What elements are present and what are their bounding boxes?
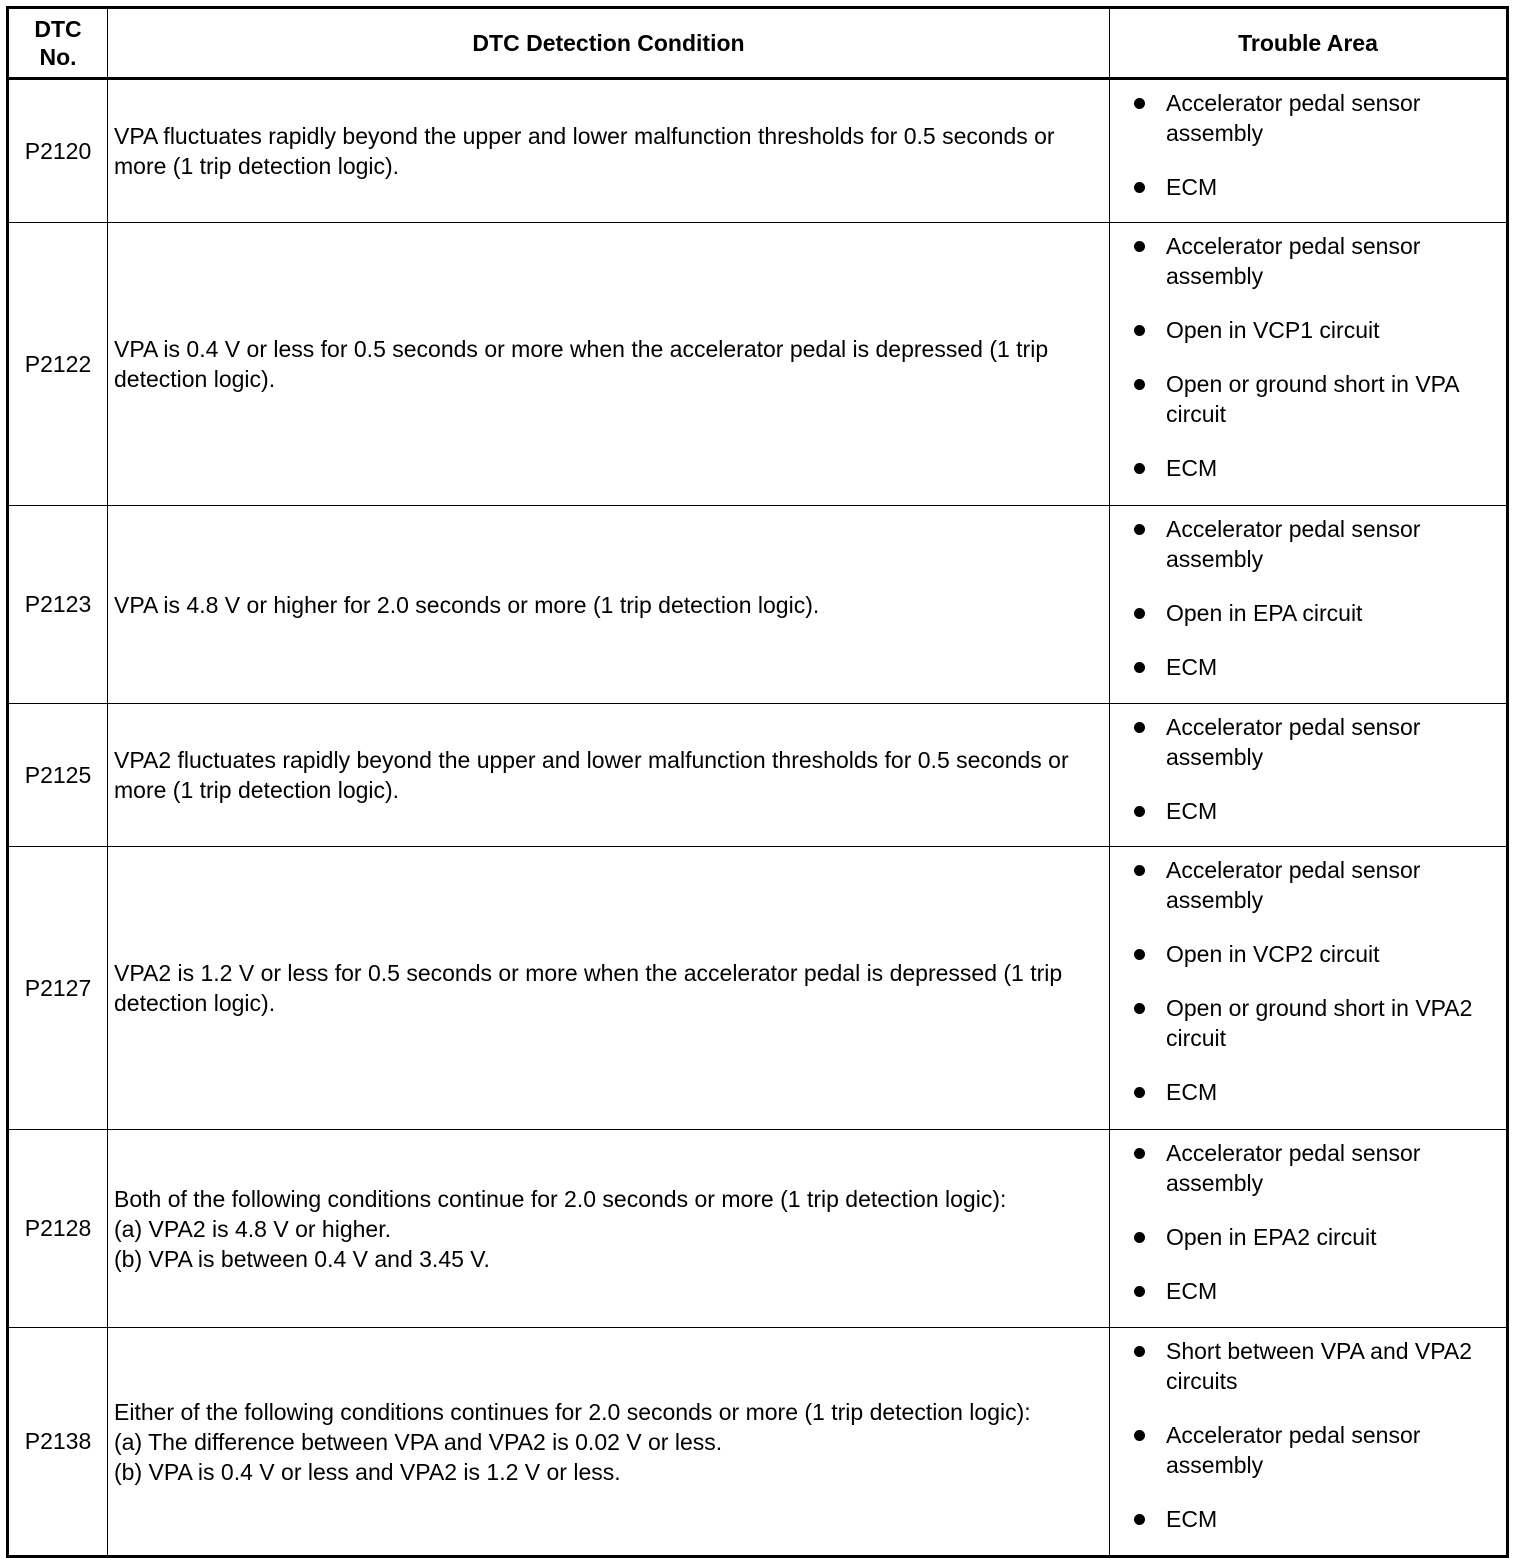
dtc-condition [108, 704, 1110, 847]
trouble-area-cell [1110, 79, 1508, 223]
condition-line: VPA is 0.4 V or less for 0.5 seconds or more when the accelerator pedal is depressed (1 trip detection logic). [114, 336, 1049, 392]
dtc-condition [108, 79, 1110, 223]
trouble-area-item [1110, 598, 1496, 628]
trouble-area-item [1110, 1336, 1496, 1396]
table-header [8, 8, 1508, 79]
trouble-area-item [1110, 1077, 1496, 1107]
condition-line: (b) VPA is 0.4 V or less and VPA2 is 1.2 V or less. [114, 1458, 621, 1485]
dtc-condition [108, 506, 1110, 704]
trouble-area-item [1110, 514, 1496, 574]
header-trouble-area: Trouble Area [1110, 8, 1508, 79]
bullet-icon [1134, 1430, 1145, 1441]
trouble-area-list [1110, 88, 1496, 202]
trouble-area-text: Accelerator pedal sensor assembly [1166, 516, 1421, 572]
trouble-area-item [1110, 796, 1496, 826]
bullet-icon [1134, 325, 1145, 336]
trouble-area-list [1110, 712, 1496, 826]
trouble-area-list [1110, 231, 1496, 483]
trouble-area-item [1110, 652, 1496, 682]
trouble-area-text: ECM [1166, 1506, 1218, 1532]
trouble-area-cell [1110, 1130, 1508, 1328]
trouble-area-text: Open in EPA circuit [1166, 600, 1363, 626]
dtc-condition [108, 1130, 1110, 1328]
bullet-icon [1134, 1087, 1145, 1098]
trouble-area-item [1110, 172, 1496, 202]
trouble-area-text: Accelerator pedal sensor assembly [1166, 1422, 1421, 1478]
trouble-area-item [1110, 315, 1496, 345]
bullet-icon [1134, 608, 1145, 619]
trouble-area-text: Open in VCP1 circuit [1166, 317, 1380, 343]
bullet-icon [1134, 98, 1145, 109]
trouble-area-item [1110, 712, 1496, 772]
bullet-icon [1134, 1232, 1145, 1243]
trouble-area-text: ECM [1166, 1278, 1218, 1304]
table-row [8, 79, 1508, 223]
table-row [8, 847, 1508, 1130]
dtc-code: P2122 [8, 223, 108, 506]
header-row [8, 8, 1508, 79]
trouble-area-text: Accelerator pedal sensor assembly [1166, 714, 1421, 770]
trouble-area-item [1110, 369, 1496, 429]
bullet-icon [1134, 241, 1145, 252]
bullet-icon [1134, 1514, 1145, 1525]
trouble-area-item [1110, 993, 1496, 1053]
header-condition: DTC Detection Condition [108, 8, 1110, 79]
condition-line: VPA fluctuates rapidly beyond the upper and lower malfunction thresholds for 0.5 seconds or more (1 trip detection logic). [114, 123, 1055, 179]
bullet-icon [1134, 865, 1145, 876]
bullet-icon [1134, 379, 1145, 390]
trouble-area-text: Short between VPA and VPA2 circuits [1166, 1338, 1473, 1394]
condition-line: (b) VPA is between 0.4 V and 3.45 V. [114, 1245, 490, 1272]
bullet-icon [1134, 722, 1145, 733]
table-row [8, 506, 1508, 704]
header-dtc-no-line2: No. [39, 44, 77, 70]
trouble-area-text: ECM [1166, 1079, 1218, 1105]
dtc-code: P2128 [8, 1130, 108, 1328]
trouble-area-cell [1110, 1328, 1508, 1557]
dtc-code: P2127 [8, 847, 108, 1130]
trouble-area-list [1110, 1138, 1496, 1306]
bullet-icon [1134, 662, 1145, 673]
dtc-code: P2138 [8, 1328, 108, 1557]
trouble-area-cell [1110, 847, 1508, 1130]
bullet-icon [1134, 182, 1145, 193]
trouble-area-text: Accelerator pedal sensor assembly [1166, 857, 1421, 913]
trouble-area-text: Open or ground short in VPA2 circuit [1166, 995, 1473, 1051]
condition-line: Either of the following conditions continues for 2.0 seconds or more (1 trip detection logic): [114, 1398, 1031, 1425]
trouble-area-text: Accelerator pedal sensor assembly [1166, 1140, 1421, 1196]
table-row [8, 223, 1508, 506]
bullet-icon [1134, 806, 1145, 817]
table-row [8, 1328, 1508, 1557]
dtc-code: P2120 [8, 79, 108, 223]
trouble-area-text: ECM [1166, 798, 1218, 824]
dtc-table [6, 6, 1509, 1558]
trouble-area-item [1110, 1504, 1496, 1534]
condition-line: VPA2 is 1.2 V or less for 0.5 seconds or more when the accelerator pedal is depressed (1 trip detection logic). [114, 960, 1063, 1016]
condition-line: VPA is 4.8 V or higher for 2.0 seconds or more (1 trip detection logic). [114, 591, 820, 618]
trouble-area-item [1110, 231, 1496, 291]
table-row [8, 1130, 1508, 1328]
trouble-area-text: Accelerator pedal sensor assembly [1166, 90, 1421, 146]
table-body [8, 79, 1508, 1557]
dtc-code: P2123 [8, 506, 108, 704]
bullet-icon [1134, 1286, 1145, 1297]
bullet-icon [1134, 1003, 1145, 1014]
condition-line: (a) VPA2 is 4.8 V or higher. [114, 1215, 391, 1242]
trouble-area-text: Open in VCP2 circuit [1166, 941, 1380, 967]
dtc-code: P2125 [8, 704, 108, 847]
trouble-area-list [1110, 855, 1496, 1107]
trouble-area-item [1110, 88, 1496, 148]
condition-line: (a) The difference between VPA and VPA2 is 0.02 V or less. [114, 1428, 723, 1455]
trouble-area-item [1110, 1222, 1496, 1252]
trouble-area-item [1110, 453, 1496, 483]
bullet-icon [1134, 1346, 1145, 1357]
trouble-area-list [1110, 514, 1496, 682]
trouble-area-list [1110, 1336, 1496, 1534]
bullet-icon [1134, 463, 1145, 474]
dtc-condition [108, 1328, 1110, 1557]
trouble-area-cell [1110, 704, 1508, 847]
bullet-icon [1134, 949, 1145, 960]
trouble-area-item [1110, 1276, 1496, 1306]
trouble-area-text: ECM [1166, 455, 1218, 481]
bullet-icon [1134, 524, 1145, 535]
trouble-area-item [1110, 1138, 1496, 1198]
condition-line: VPA2 fluctuates rapidly beyond the upper and lower malfunction thresholds for 0.5 seconds or more (1 trip detection logic). [114, 747, 1069, 803]
trouble-area-item [1110, 855, 1496, 915]
trouble-area-item [1110, 939, 1496, 969]
trouble-area-text: Open in EPA2 circuit [1166, 1224, 1377, 1250]
header-dtc-no [8, 8, 108, 79]
trouble-area-item [1110, 1420, 1496, 1480]
trouble-area-text: ECM [1166, 174, 1218, 200]
table-row [8, 704, 1508, 847]
trouble-area-text: Accelerator pedal sensor assembly [1166, 233, 1421, 289]
trouble-area-text: ECM [1166, 654, 1218, 680]
dtc-condition [108, 847, 1110, 1130]
dtc-condition [108, 223, 1110, 506]
condition-line: Both of the following conditions continue for 2.0 seconds or more (1 trip detection logic): [114, 1185, 1007, 1212]
header-dtc-no-line1: DTC [34, 16, 82, 42]
bullet-icon [1134, 1148, 1145, 1159]
trouble-area-cell [1110, 223, 1508, 506]
trouble-area-cell [1110, 506, 1508, 704]
trouble-area-text: Open or ground short in VPA circuit [1166, 371, 1459, 427]
